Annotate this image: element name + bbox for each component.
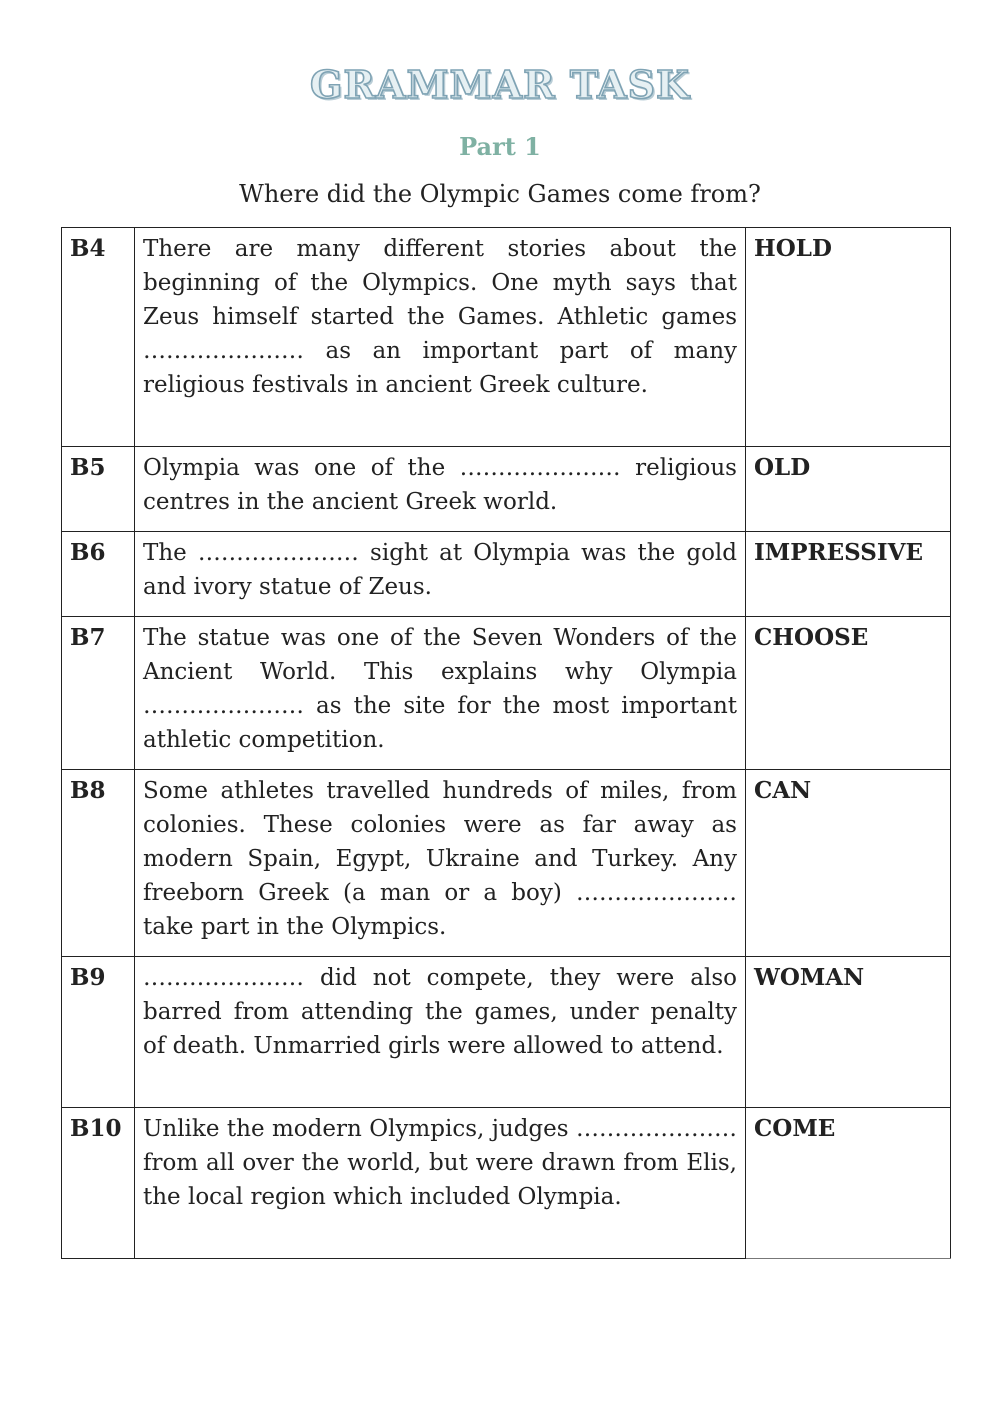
item-code: B7 xyxy=(62,617,135,770)
item-text: The ………………… sight at Olympia was the gold and ivory statue of Zeus. xyxy=(135,532,746,617)
item-text: There are many different stories about the beginning of the Olympics. One myth says that Zeus himself started the Games. Athletic games ………………… as an important part of many religious festivals in ancient Greek culture. xyxy=(135,228,746,447)
task-question: Where did the Olympic Games come from? xyxy=(239,180,761,208)
task-row-b4 xyxy=(62,228,951,447)
item-code: B6 xyxy=(62,532,135,617)
item-code: B5 xyxy=(62,447,135,532)
part-heading: Part 1 xyxy=(459,132,541,161)
task-row-b9 xyxy=(62,957,951,1108)
item-keyword: CHOOSE xyxy=(746,617,951,770)
task-row-b10 xyxy=(62,1108,951,1259)
item-text: ………………… did not compete, they were also barred from attending the games, under penalty of death. Unmarried girls were allowed to attend. xyxy=(135,957,746,1108)
item-text: Some athletes travelled hundreds of miles, from colonies. These colonies were as far away as modern Spain, Egypt, Ukraine and Turkey. Any freeborn Greek (a man or a boy) ………………… take part in the Olympics. xyxy=(135,770,746,957)
item-text: The statue was one of the Seven Wonders of the Ancient World. This explains why Olympia ………………… as the site for the most important athletic competition. xyxy=(135,617,746,770)
worksheet-title: GRAMMAR TASK xyxy=(309,62,691,107)
task-row-b8 xyxy=(62,770,951,957)
item-keyword: CAN xyxy=(746,770,951,957)
item-keyword: IMPRESSIVE xyxy=(746,532,951,617)
item-text: Olympia was one of the ………………… religious centres in the ancient Greek world. xyxy=(135,447,746,532)
item-text: Unlike the modern Olympics, judges ………………… from all over the world, but were drawn from Elis, the local region which included Olympia. xyxy=(135,1108,746,1259)
grammar-task-table xyxy=(61,227,951,1259)
item-keyword: OLD xyxy=(746,447,951,532)
item-code: B8 xyxy=(62,770,135,957)
item-keyword: COME xyxy=(746,1108,951,1259)
task-row-b7 xyxy=(62,617,951,770)
item-keyword: HOLD xyxy=(746,228,951,447)
item-keyword: WOMAN xyxy=(746,957,951,1108)
task-row-b5 xyxy=(62,447,951,532)
item-code: B9 xyxy=(62,957,135,1108)
task-row-b6 xyxy=(62,532,951,617)
item-code: B10 xyxy=(62,1108,135,1259)
item-code: B4 xyxy=(62,228,135,447)
